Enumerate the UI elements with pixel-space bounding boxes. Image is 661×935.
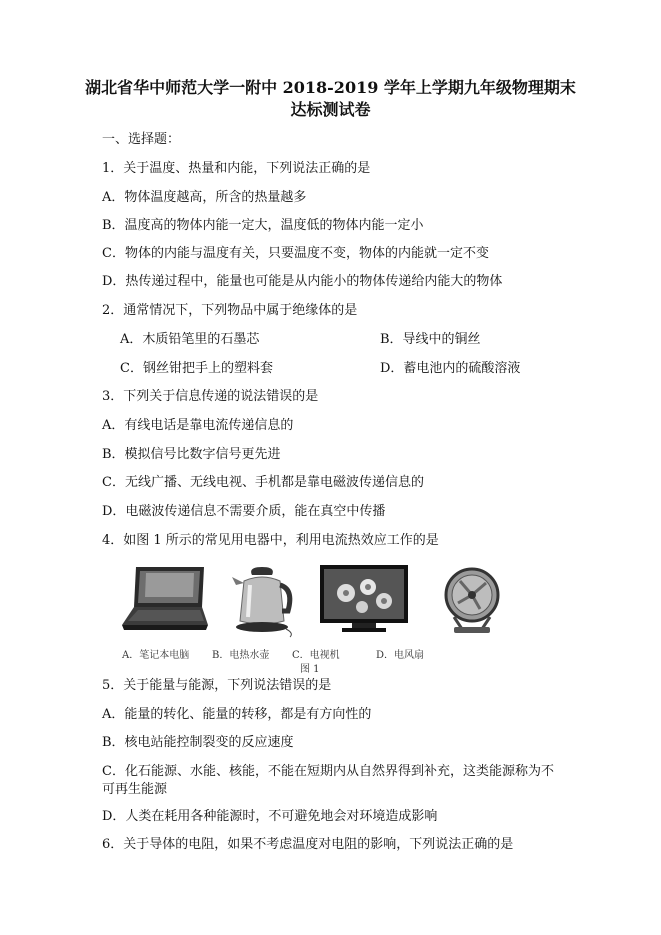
q5-option-a: A．能量的转化、能量的转移，都是有方向性的 bbox=[102, 707, 372, 722]
q4-stem: 4．如图 1 所示的常见用电器中，利用电流热效应工作的是 bbox=[102, 533, 439, 548]
q2-stem: 2．通常情况下，下列物品中属于绝缘体的是 bbox=[102, 303, 358, 318]
electric-fan-icon bbox=[446, 569, 498, 633]
q3-option-c: C．无线广播、无线电视、手机都是靠电磁波传递信息的 bbox=[102, 475, 424, 490]
figure-caption-a: A．笔记本电脑 bbox=[122, 650, 190, 661]
q5-option-d: D．人类在耗用各种能源时，不可避免地会对环境造成影响 bbox=[102, 809, 438, 824]
q1-option-d: D．热传递过程中，能量也可能是从内能小的物体传递给内能大的物体 bbox=[102, 274, 503, 289]
doc-title-line2: 达标测试卷 bbox=[290, 100, 371, 119]
laptop-figure bbox=[116, 563, 211, 643]
figure-caption-b: B．电热水壶 bbox=[212, 650, 270, 661]
q5-option-b: B．核电站能控制裂变的反应速度 bbox=[102, 735, 294, 750]
figure-caption-d: D．电风扇 bbox=[376, 650, 425, 661]
laptop-icon bbox=[122, 567, 208, 630]
kettle-figure bbox=[222, 563, 302, 643]
q2-option-a: A．木质铅笔里的石墨芯 bbox=[120, 332, 260, 347]
q3-option-d: D．电磁波传递信息不需要介质，能在真空中传播 bbox=[102, 504, 386, 519]
q2-option-d: D．蓄电池内的硫酸溶液 bbox=[380, 361, 521, 376]
q5-option-c-line1: C．化石能源、水能、核能，不能在短期内从自然界得到补充，这类能源称为不 bbox=[102, 764, 554, 779]
fan-figure bbox=[440, 563, 504, 643]
q1-option-b: B．温度高的物体内能一定大，温度低的物体内能一定小 bbox=[102, 218, 424, 233]
q5-option-c-line2: 可再生能源 bbox=[102, 782, 168, 797]
q3-option-a: A．有线电话是靠电流传递信息的 bbox=[102, 418, 294, 433]
figure-label: 图 1 bbox=[300, 664, 320, 675]
figure-caption-c: C．电视机 bbox=[292, 650, 340, 661]
q5-stem: 5．关于能量与能源，下列说法错误的是 bbox=[102, 678, 332, 693]
q2-option-c: C．钢丝钳把手上的塑料套 bbox=[120, 361, 273, 376]
television-icon bbox=[320, 565, 408, 632]
q1-option-a: A．物体温度越高，所含的热量越多 bbox=[102, 190, 307, 205]
q3-option-b: B．模拟信号比数字信号更先进 bbox=[102, 447, 281, 462]
q6-stem: 6．关于导体的电阻，如果不考虑温度对电阻的影响，下列说法正确的是 bbox=[102, 837, 514, 852]
doc-title-line1: 湖北省华中师范大学一附中 2018-2019 学年上学期九年级物理期末 bbox=[85, 78, 576, 97]
electric-kettle-icon bbox=[232, 567, 291, 637]
tv-figure bbox=[318, 563, 410, 643]
q1-stem: 1．关于温度、热量和内能，下列说法正确的是 bbox=[102, 161, 371, 176]
q3-stem: 3．下列关于信息传递的说法错误的是 bbox=[102, 389, 319, 404]
q1-option-c: C．物体的内能与温度有关，只要温度不变，物体的内能就一定不变 bbox=[102, 246, 489, 261]
section-heading: 一、选择题： bbox=[102, 132, 181, 147]
q2-option-b: B．导线中的铜丝 bbox=[380, 332, 481, 347]
